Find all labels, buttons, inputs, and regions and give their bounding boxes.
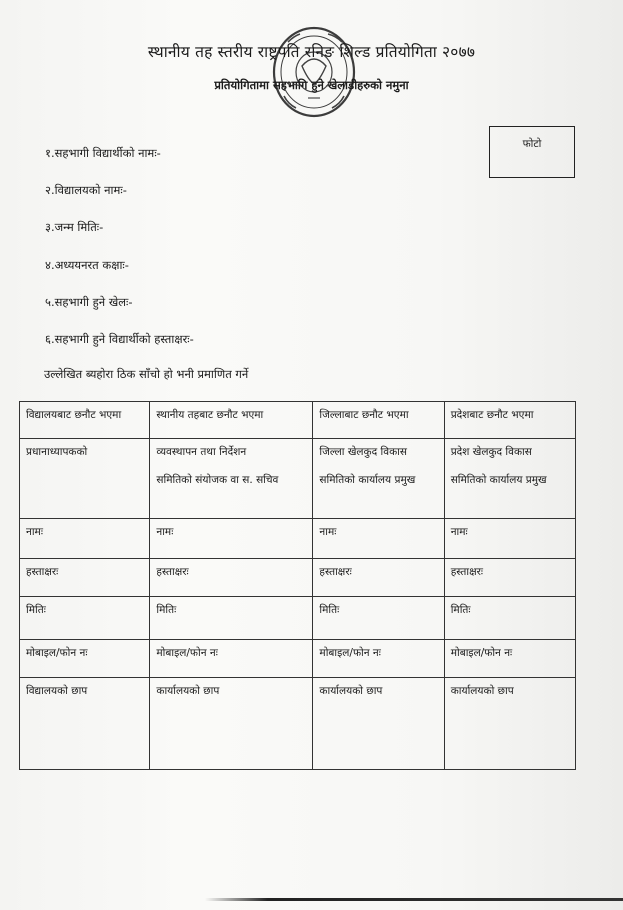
official-line-2: समितिको कार्यालय प्रमुख [450, 474, 547, 486]
table-header-row [20, 402, 576, 439]
field-birth-date: ३.जन्म मितिः- [45, 220, 104, 234]
phone-cell: मोबाइल/फोन नः [313, 640, 444, 678]
table-phone-row [20, 640, 576, 678]
page-subtitle: प्रतियोगितामा सहभागि हुने खेलाडीहरुको नमुना [214, 78, 409, 92]
official-line-2: समितिको कार्यालय प्रमुख [319, 474, 416, 486]
official-line-1: प्रदेश खेलकुद विकास [450, 446, 532, 458]
table-header-cell: स्थानीय तहबाट छनौट भएमा [150, 402, 313, 439]
table-stamp-row [20, 678, 576, 770]
name-cell: नामः [313, 519, 444, 559]
table-official-row [20, 439, 576, 519]
date-cell: मितिः [313, 597, 444, 640]
signature-cell: हस्ताक्षरः [150, 559, 313, 597]
date-cell: मितिः [444, 597, 575, 640]
official-cell [444, 439, 575, 519]
stamp-cell: कार्यालयको छाप [444, 678, 575, 770]
table-signature-row [20, 559, 576, 597]
date-cell: मितिः [20, 597, 150, 640]
photo-label: फोटो [522, 138, 542, 150]
phone-cell: मोबाइल/फोन नः [20, 640, 150, 678]
name-cell: नामः [20, 519, 150, 559]
official-cell [150, 439, 313, 519]
field-game: ५.सहभागी हुने खेलः- [45, 295, 133, 309]
name-cell: नामः [150, 519, 313, 559]
name-cell: नामः [444, 519, 575, 559]
phone-cell: मोबाइल/फोन नः [444, 640, 575, 678]
table-header-cell: जिल्लाबाट छनौट भएमा [313, 402, 444, 439]
date-cell: मितिः [150, 597, 313, 640]
official-line-1: प्रधानाध्यापकको [26, 446, 88, 458]
signature-cell: हस्ताक्षरः [444, 559, 575, 597]
table-date-row [20, 597, 576, 640]
signature-cell: हस्ताक्षरः [313, 559, 444, 597]
official-cell [20, 439, 150, 519]
table-header-cell: प्रदेशबाट छनौट भएमा [444, 402, 575, 439]
field-class: ४.अध्ययनरत कक्षाः- [45, 258, 129, 272]
official-line-1: व्यवस्थापन तथा निर्देशन [156, 446, 247, 458]
official-line-2: समितिको संयोजक वा स. सचिव [156, 474, 279, 486]
page-title: स्थानीय तह स्तरीय राष्ट्रपति रनिङ शिल्ड प्रतियोगिता २०७७ [147, 43, 476, 61]
certification-statement: उल्लेखित ब्यहोरा ठिक साँचो हो भनी प्रमाणित गर्ने [44, 367, 249, 381]
official-seal-icon [268, 22, 360, 122]
verification-table [19, 401, 576, 770]
stamp-cell: कार्यालयको छाप [313, 678, 444, 770]
page-edge-shadow [205, 898, 623, 901]
table-name-row [20, 519, 576, 559]
field-student-name: १.सहभागी विद्यार्थीको नामः- [45, 146, 161, 160]
stamp-cell: कार्यालयको छाप [150, 678, 313, 770]
photo-box [489, 126, 575, 178]
official-line-1: जिल्ला खेलकुद विकास [319, 446, 407, 458]
field-student-signature: ६.सहभागी हुने विद्यार्थीको हस्ताक्षरः- [45, 332, 194, 346]
stamp-cell: विद्यालयको छाप [20, 678, 150, 770]
phone-cell: मोबाइल/फोन नः [150, 640, 313, 678]
official-cell [313, 439, 444, 519]
signature-cell: हस्ताक्षरः [20, 559, 150, 597]
field-school-name: २.विद्यालयको नामः- [45, 183, 127, 197]
table-header-cell: विद्यालयबाट छनौट भएमा [20, 402, 150, 439]
